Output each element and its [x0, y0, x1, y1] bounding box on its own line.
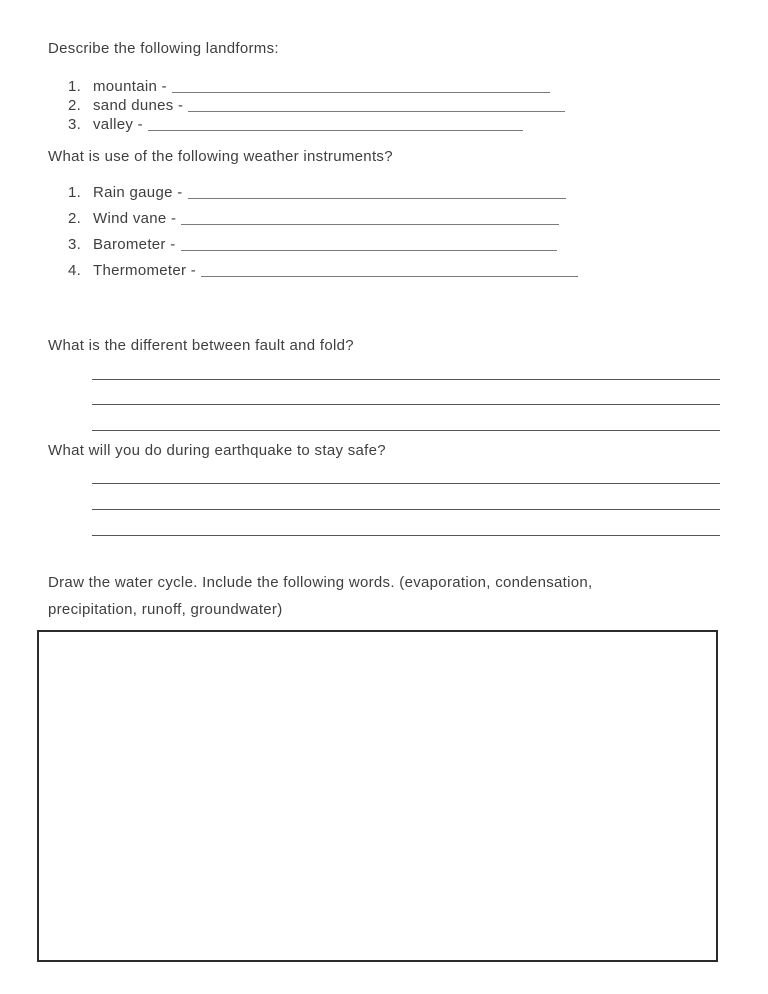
drawing-box — [37, 630, 718, 962]
fill-in-blank — [172, 92, 550, 93]
list-item — [68, 208, 559, 227]
water-cycle-question-line1: Draw the water cycle. Include the following words. (evaporation, condensation, — [48, 574, 593, 591]
answer-line — [92, 483, 720, 484]
water-cycle-question — [48, 569, 593, 623]
fill-in-blank — [148, 130, 523, 131]
landforms-list — [68, 76, 565, 133]
answer-line — [92, 404, 720, 405]
instruments-question: What is use of the following weather instruments? — [48, 148, 393, 165]
item-number: 2. — [68, 210, 82, 227]
item-number: 2. — [68, 97, 82, 114]
list-item — [68, 182, 566, 201]
fill-in-blank — [188, 198, 567, 199]
item-label: valley - — [93, 116, 143, 133]
item-number: 1. — [68, 184, 82, 201]
list-item — [68, 95, 565, 114]
item-label: sand dunes - — [93, 97, 184, 114]
answer-line — [92, 509, 720, 510]
instruments-list — [68, 182, 578, 286]
item-number: 4. — [68, 262, 82, 279]
fill-in-blank — [181, 250, 558, 251]
item-label: Barometer - — [93, 236, 176, 253]
earthquake-question: What will you do during earthquake to stay safe? — [48, 442, 386, 459]
item-number: 3. — [68, 116, 82, 133]
item-label: mountain - — [93, 78, 167, 95]
list-item — [68, 114, 523, 133]
item-label: Thermometer - — [93, 262, 197, 279]
water-cycle-question-line2: precipitation, runoff, groundwater) — [48, 601, 283, 618]
landforms-question: Describe the following landforms: — [48, 40, 279, 57]
answer-line — [92, 535, 720, 536]
item-number: 1. — [68, 78, 82, 95]
fill-in-blank — [201, 276, 578, 277]
list-item — [68, 260, 578, 279]
fault-fold-question: What is the different between fault and fold? — [48, 337, 354, 354]
item-label: Rain gauge - — [93, 184, 183, 201]
item-number: 3. — [68, 236, 82, 253]
item-label: Wind vane - — [93, 210, 177, 227]
list-item — [68, 234, 557, 253]
list-item — [68, 76, 550, 95]
fill-in-blank — [181, 224, 559, 225]
fill-in-blank — [188, 111, 565, 112]
answer-line — [92, 379, 720, 380]
answer-line — [92, 430, 720, 431]
